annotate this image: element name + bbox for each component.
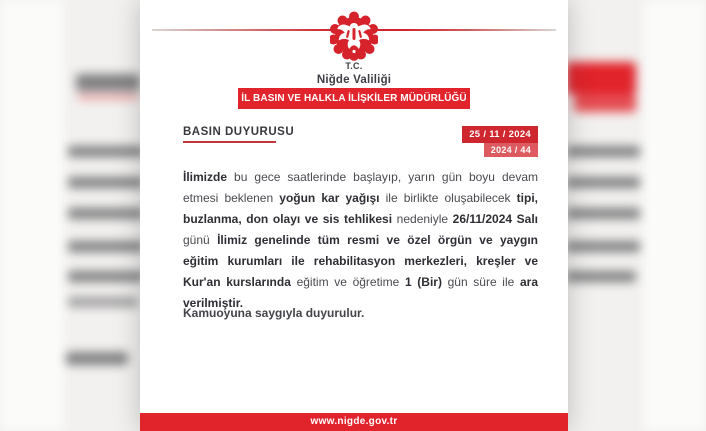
title-underline bbox=[183, 141, 276, 143]
date-ref-badges bbox=[462, 126, 538, 157]
background-blur-text-line bbox=[68, 271, 144, 282]
press-release-title-text: BASIN DUYURUSU bbox=[183, 126, 295, 138]
body-text-bold: ara verilmiştir. bbox=[183, 275, 539, 310]
website-url: www.nigde.gov.tr bbox=[310, 416, 398, 427]
background-blur-ref-badge bbox=[574, 94, 636, 112]
body-text-bold: 26/11/2024 Salı bbox=[452, 212, 538, 226]
announcement-card bbox=[140, 0, 568, 431]
reference-number-badge: 2024 / 44 bbox=[484, 143, 538, 157]
background-blur-text-line bbox=[68, 208, 144, 219]
org-abbreviation: T.C. bbox=[345, 61, 363, 71]
body-text: nedeniyle bbox=[396, 212, 453, 226]
body-text-bold: 1 (Bir) bbox=[404, 275, 448, 289]
background-right-margin bbox=[644, 0, 706, 431]
background-blur-date-badge bbox=[566, 62, 636, 94]
body-text-bold: İlimizde bbox=[183, 170, 235, 184]
body-text-bold: tipi, buzlanma, don olayı ve sis tehlikesi bbox=[183, 191, 538, 226]
background-blur-text-line bbox=[566, 208, 640, 219]
body-text: gün süre ile bbox=[447, 275, 520, 289]
footer-bar bbox=[140, 413, 568, 431]
background-blur-text-line bbox=[68, 297, 138, 307]
background-blur-text-line bbox=[68, 241, 144, 252]
body-text-bold: yoğun kar yağışı bbox=[279, 191, 386, 205]
background-blur-closing-line bbox=[66, 352, 128, 365]
body-text: bu gece saatlerinde başlayıp, yarın gün boyu devam etmesi beklenen bbox=[183, 170, 538, 205]
body-text: eğitim ve öğretime bbox=[296, 275, 405, 289]
background-blur-title-underline bbox=[78, 95, 138, 99]
background-blur-text-line bbox=[566, 177, 640, 188]
department-banner: İL BASIN VE HALKLA İLİŞKİLER MÜDÜRLÜĞÜ bbox=[238, 88, 470, 109]
closing-line: Kamuoyuna saygıyla duyurulur. bbox=[183, 306, 365, 320]
date-badge: 25 / 11 / 2024 bbox=[462, 126, 538, 143]
body-text-bold: İlimiz genelinde tüm resmi ve özel örgün ve yaygın eğitim kurumları ile rehabilitasyon merkezleri, kreşler ve Kur'an kurslarında bbox=[183, 233, 539, 289]
background-blur-text-line bbox=[566, 241, 640, 252]
body-text: günü bbox=[183, 233, 218, 247]
background-blur-text-line bbox=[566, 271, 636, 282]
announcement-body bbox=[183, 167, 538, 314]
body-text: ile birlikte oluşabilecek bbox=[385, 191, 517, 205]
background-blur-text-line bbox=[68, 146, 144, 157]
background-blur-text-line bbox=[68, 177, 144, 188]
org-name: Niğde Valiliği bbox=[316, 74, 392, 86]
background-blur-text-line bbox=[566, 146, 640, 157]
nigde-valiligi-emblem-icon bbox=[330, 11, 378, 66]
background-blur-title bbox=[76, 74, 140, 91]
press-release-title bbox=[183, 126, 294, 143]
background-left-margin bbox=[0, 0, 64, 431]
